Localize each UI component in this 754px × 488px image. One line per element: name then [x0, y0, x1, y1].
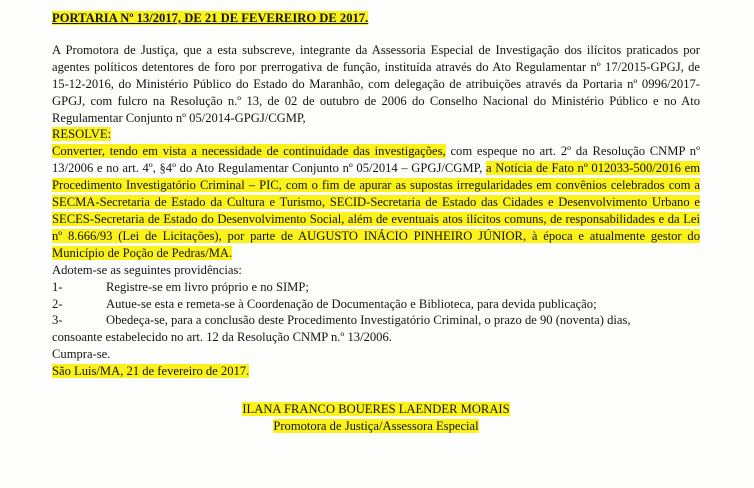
convert-paragraph: [52, 143, 700, 261]
list-item-number: 2-: [52, 296, 63, 311]
intro-paragraph: A Promotora de Justiça, que a esta subscreve, integrante da Assessoria Especial de Investigação dos ilícitos praticados por agentes políticos detentores de foro por prerrogativa de função, instituída através do Ato Regulamentar nº 17/2015-GPGJ, de 15-12-2016, do Ministério Público do Estado do Maranhão, com delegação de atribuições através da Portaria nº 0996/2017-GPGJ, com fulcro na Resolução n.º 13, de 02 de outubro de 2006 do Conselho Nacional do Ministério Público e no Ato Regulamentar Conjunto nº 05/2014-GPGJ/CGMP,: [52, 42, 700, 125]
list-item-text: Autue-se esta e remeta-se à Coordenação de Documentação e Biblioteca, para devida publicação;: [106, 296, 597, 311]
cumpra-line: Cumpra-se.: [52, 347, 111, 362]
list-item: [52, 312, 700, 329]
resolve-heading: [52, 126, 700, 143]
list-item-text: Obedeça-se, para a conclusão deste Procedimento Investigatório Criminal, o prazo de 90 (noventa) dias,: [106, 313, 631, 328]
list-item-text: Registre-se em livro próprio e no SIMP;: [106, 279, 309, 294]
convert-part2: com espeque no art. 2º da Resolução CNMP nº 13/2006 e no art. 4º, §4º do Ato Regulamentar Conjunto nº 05/2014 – GPGJ/CGMP,: [52, 144, 700, 176]
resolve-text: RESOLVE:: [52, 127, 112, 142]
adotem-line: Adotem-se as seguintes providências:: [52, 262, 242, 277]
convert-part3: a Notícia de Fato nº 012033-500/2016 em Procedimento Investigatório Criminal – PIC, com o fim de apurar as supostas irregularidades em convênios celebrados com a SECMA-Secretaria de Estado da Cultura e Turismo, SECID-Secretaria de Estado das Cidades e Desenvolvimento Urbano e SECES-Secretaria de Estado do Desenvolvimento Social, além de eventuais atos ilícitos comuns, de responsabilidades e da Lei nº 8.666/93 (Lei de Licitações), por parte de AUGUSTO INÁCIO PINHEIRO JÚNIOR, à época e atualmente gestor do Município de Poção de Pedras/MA.: [52, 161, 701, 260]
signature-name: ILANA FRANCO BOUERES LAENDER MORAIS: [242, 402, 510, 417]
list-item-continuation: consoante estabelecido no art. 12 da Resolução CNMP n.º 13/2006.: [52, 330, 392, 345]
signature-block: [52, 401, 700, 435]
place-date-line: [52, 363, 700, 380]
list-item-number: 1-: [52, 279, 63, 294]
list-item: [52, 296, 700, 313]
convert-part1: Converter, tendo em vista a necessidade de continuidade das investigações,: [52, 144, 446, 159]
signature-role: Promotora de Justiça/Assessora Especial: [273, 418, 479, 433]
title-text: PORTARIA Nº 13/2017, DE 21 DE FEVEREIRO DE 2017.: [52, 11, 369, 25]
document-title: [52, 10, 700, 27]
list-item: [52, 279, 700, 296]
list-item-number: 3-: [52, 313, 63, 328]
place-date-text: São Luis/MA, 21 de fevereiro de 2017.: [52, 364, 250, 379]
